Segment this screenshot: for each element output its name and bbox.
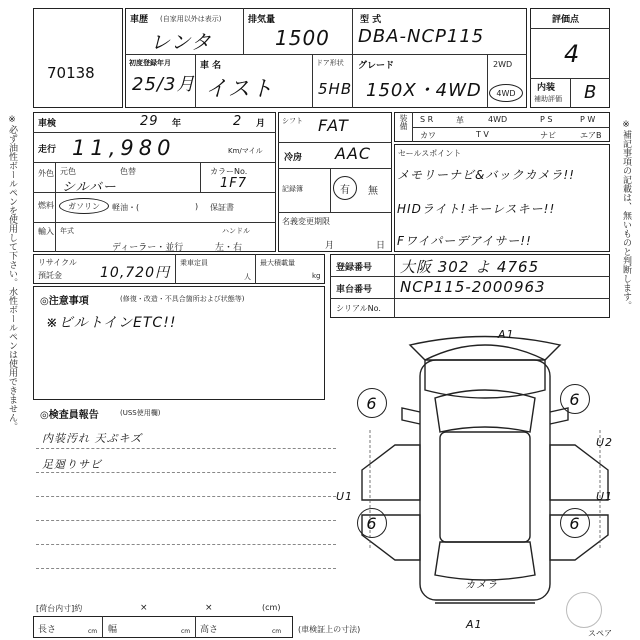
- mark-a1-bottom: A1: [466, 618, 483, 631]
- notes-title: ◎注意事項: [40, 296, 89, 307]
- mileage-label: 走行: [38, 145, 57, 155]
- inspector-title: ◎検査員報告: [40, 410, 99, 421]
- type-value: レンタ: [150, 30, 212, 54]
- cargo-x1: ×: [140, 603, 148, 613]
- tire-rear-right: [560, 508, 590, 538]
- fuel-value: ガソリン: [68, 201, 100, 211]
- reg-number-value: 大阪 302 よ 4765: [400, 258, 540, 276]
- rear-note: カメラ: [465, 580, 498, 591]
- recycle-value: 10,720円: [100, 265, 170, 281]
- inspector-subtitle: (USS使用欄): [120, 409, 161, 417]
- handle-options: 左・右: [215, 243, 243, 253]
- equip-item-kawa: カワ: [420, 131, 436, 140]
- shift-label: シフト: [282, 117, 303, 125]
- tire-rl-value: 6: [366, 513, 378, 533]
- model-label: 型 式: [360, 15, 382, 25]
- length-label: 長さ: [38, 625, 57, 635]
- recycle-label: リサイクル: [38, 258, 77, 267]
- vehicle-dims-frame: [33, 616, 293, 638]
- reg-date-value: 25/3月: [132, 74, 196, 95]
- inspection-label: 車検: [38, 119, 57, 129]
- tire-rear-left: [357, 508, 387, 538]
- grade-label: グレード: [358, 61, 395, 71]
- import-label: 輸入: [38, 227, 54, 236]
- drive-4wd-circle: [489, 84, 523, 102]
- inspector-line2: 足廻りサビ: [42, 458, 102, 471]
- grade-value: 150X・4WD: [366, 80, 482, 101]
- interior-sub: 補助評価: [534, 95, 562, 103]
- handle-label: ハンドル: [222, 227, 250, 235]
- sales-point-1: メモリーナビ&バックカメラ!!: [397, 168, 575, 182]
- inspection-month: 2: [233, 114, 243, 129]
- spare-label: スペア: [588, 629, 612, 638]
- fuel-options: 軽油・(: [112, 203, 140, 212]
- records-none: 無: [368, 186, 378, 197]
- drive-2wd: 2WD: [493, 60, 513, 69]
- displacement-label: 排気量: [248, 15, 276, 25]
- width-unit: cm: [181, 628, 191, 635]
- tire-fr-value: 6: [569, 389, 581, 409]
- right-side-note: ※補記事項の記載は、無いものと判断します。: [621, 120, 631, 310]
- records-has: 有: [340, 184, 350, 196]
- type-note: (自家用以外は表示): [160, 15, 222, 23]
- equip-label: 装備: [399, 114, 408, 130]
- equip-item-pw: P W: [580, 115, 596, 124]
- equip-item-4wd: 4WD: [488, 115, 508, 124]
- doors-value: 5HB: [318, 80, 353, 98]
- color-change-label: 色替: [120, 167, 136, 176]
- name-change-day: 日: [376, 241, 386, 251]
- left-side-note: ※必ず油性ボールペンを使用して下さい。水性ボールペンは使用できません。: [7, 115, 17, 431]
- chassis-value: NCP115-2000963: [400, 278, 546, 296]
- recycle-sub: 預託金: [38, 271, 62, 280]
- ac-value: AAC: [335, 144, 372, 163]
- mark-u1-right: U1: [596, 490, 614, 503]
- notes-text: ※ビルトインETC!!: [46, 315, 177, 331]
- equip-item-sr: S R: [420, 115, 434, 124]
- records-label: 記録簿: [282, 185, 303, 193]
- car-name-label: 車 名: [200, 61, 222, 71]
- equip-item-navi: ナビ: [540, 131, 556, 140]
- sales-point-3: Fワイパーデアイサー!!: [397, 234, 532, 248]
- displacement-value: 1500: [275, 26, 330, 50]
- tire-front-left: [357, 388, 387, 418]
- equip-item-ps: P S: [540, 115, 553, 124]
- import-year-label: 年式: [60, 227, 74, 235]
- fuel-options-end: ): [195, 202, 199, 211]
- capacity-unit: 人: [244, 273, 251, 281]
- type-label: 車歴: [130, 15, 149, 25]
- exterior-sub: 元色: [60, 167, 76, 176]
- exterior-label: 外色: [38, 169, 54, 178]
- spare-tire-circle: [566, 592, 602, 628]
- interior-value: B: [584, 82, 598, 103]
- drive-4wd: 4WD: [496, 88, 516, 98]
- reg-number-label: 登録番号: [336, 263, 373, 273]
- cargo-title: [荷台内寸]約: [36, 604, 83, 613]
- width-label: 幅: [108, 625, 118, 635]
- tire-rr-value: 6: [569, 513, 581, 533]
- equip-item-tv: T V: [476, 130, 489, 139]
- lot-number-box: [33, 8, 123, 108]
- notes-subtitle: (修復・改造・不具合箇所および状態等): [120, 295, 245, 303]
- score-value: 4: [564, 40, 581, 68]
- dealer-label: ディーラー・並行: [112, 243, 184, 253]
- model-value: DBA-NCP115: [358, 26, 485, 47]
- mark-a1-top: A1: [498, 328, 515, 341]
- name-change-label: 名義変更期限: [282, 217, 330, 226]
- interior-label: 内装: [537, 83, 556, 93]
- shift-value: FAT: [318, 116, 349, 135]
- ac-label: 冷房: [284, 153, 303, 163]
- mark-u2: U2: [596, 436, 614, 449]
- inspector-line1: 内装汚れ 天ぷキズ: [42, 432, 143, 445]
- month-unit: 月: [256, 119, 266, 129]
- equip-item-leather: 革: [456, 116, 464, 125]
- color-no-value: 1F7: [220, 176, 248, 191]
- equip-item-airbag: エアB: [580, 131, 602, 140]
- height-label: 高さ: [200, 625, 219, 635]
- cargo-x2: ×: [205, 603, 213, 613]
- warranty-label: 保証書: [210, 203, 234, 212]
- load-unit: kg: [312, 272, 321, 280]
- records-has-circle: [333, 176, 357, 200]
- color-value: シルバー: [62, 180, 117, 195]
- cargo-unit: (cm): [262, 603, 281, 612]
- score-label: 評価点: [552, 15, 580, 25]
- capacity-label: 乗車定員: [180, 259, 208, 267]
- tire-front-right: [560, 384, 590, 414]
- serial-label: シリアルNo.: [336, 304, 381, 313]
- inspection-year: 29: [140, 114, 159, 129]
- lot-number: 70138: [47, 64, 95, 82]
- mileage-value: 11,980: [72, 136, 176, 160]
- mark-u1-left: U1: [336, 490, 354, 503]
- height-unit: cm: [272, 628, 282, 635]
- mileage-unit: Km/マイル: [228, 147, 263, 155]
- reg-date-label: 初度登録年月: [129, 59, 171, 67]
- color-no-label: カラーNo.: [210, 167, 248, 176]
- vehicle-dims-label: (車検証上の寸法): [298, 625, 361, 634]
- length-unit: cm: [88, 628, 98, 635]
- sales-point-2: HIDライト!キーレスキー!!: [397, 202, 556, 216]
- fuel-label: 燃料: [38, 201, 54, 210]
- year-unit: 年: [172, 119, 182, 129]
- load-label: 最大積載量: [260, 259, 295, 267]
- name-change-month: 月: [325, 241, 335, 251]
- fuel-circle: [59, 198, 109, 214]
- car-name-value: イスト: [205, 77, 274, 102]
- doors-label: ドア形状: [316, 59, 344, 67]
- sales-point-label: セールスポイント: [398, 149, 462, 158]
- tire-fl-value: 6: [366, 393, 378, 413]
- car-diagram: [340, 320, 630, 620]
- chassis-label: 車台番号: [336, 285, 373, 295]
